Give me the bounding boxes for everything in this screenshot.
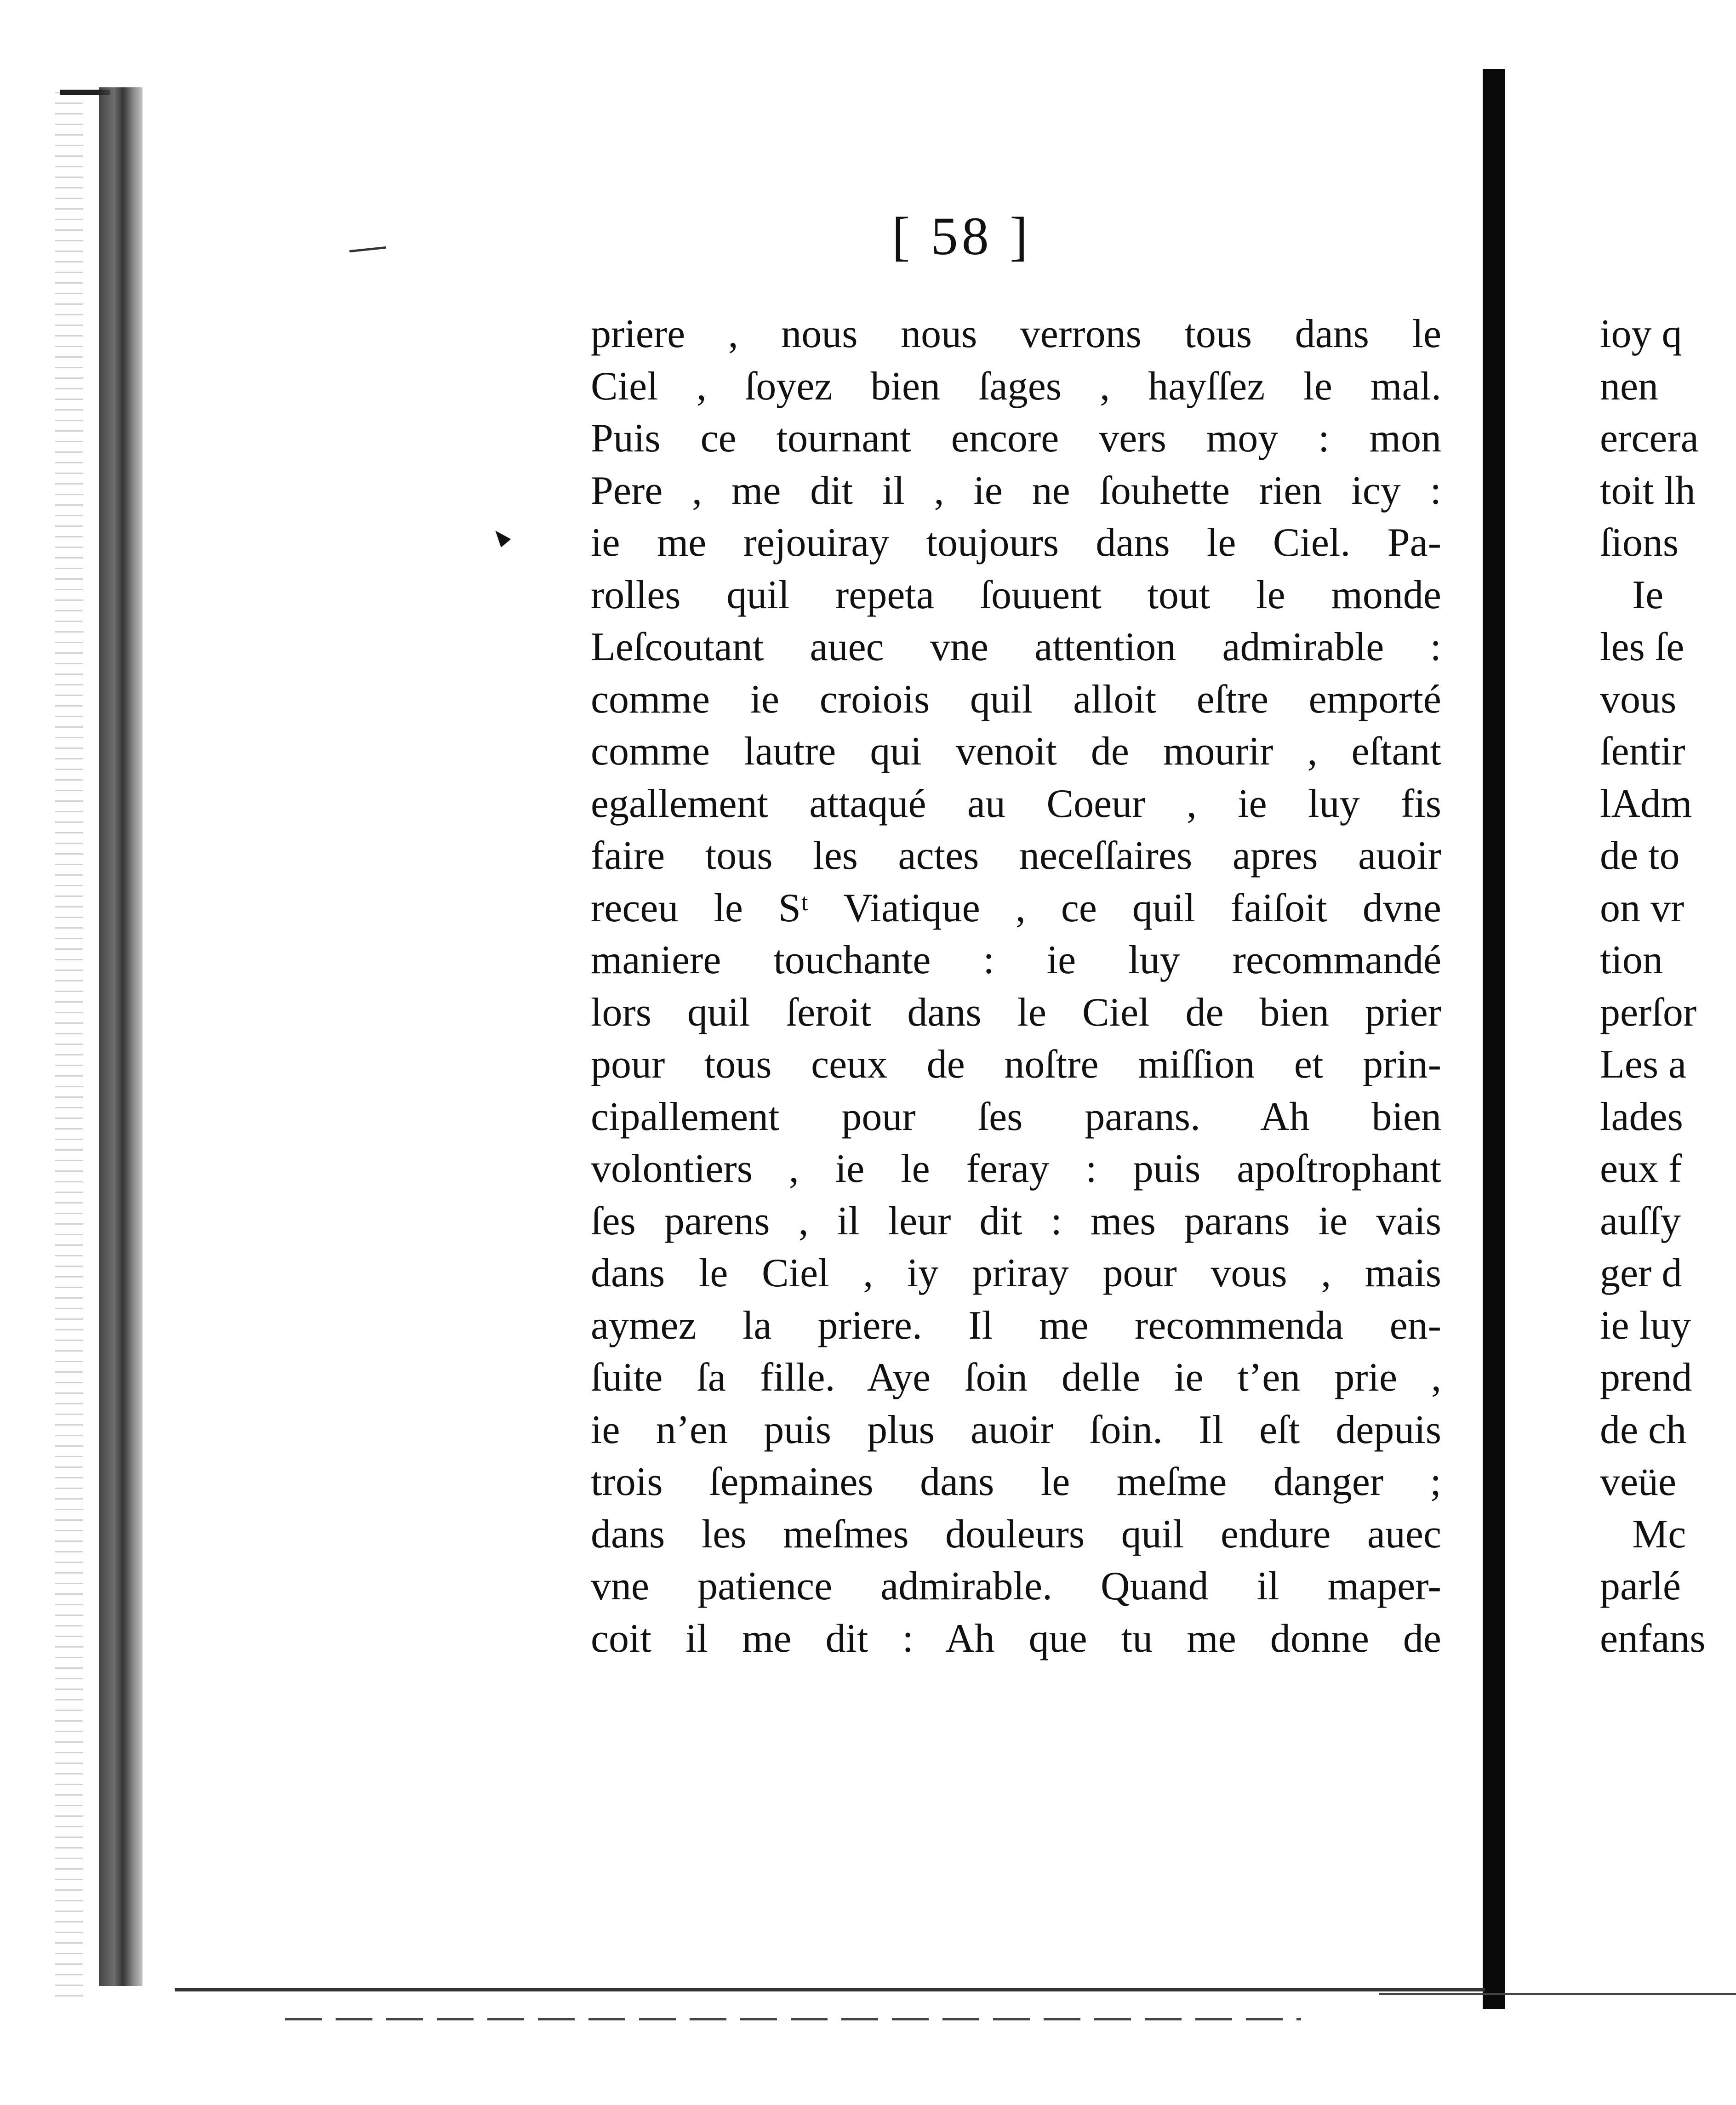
text-line: Pere , me dit il , ie ne ſouhette rien icy : [591, 468, 1441, 513]
facing-text-line: les ſe [1600, 625, 1685, 669]
facing-text-line: ſentir [1600, 729, 1685, 774]
facing-text-line: lAdm [1600, 781, 1692, 826]
text-line: lors quil ſeroit dans le Ciel de bien prier [591, 990, 1441, 1035]
scan-edge-noise [55, 92, 83, 2000]
text-line: dans le Ciel , iy priray pour vous , mais [591, 1251, 1441, 1295]
page-binding-shadow [99, 87, 143, 1986]
margin-pointer-mark [491, 526, 511, 548]
page-number: [ 58 ] [892, 206, 1032, 266]
text-line: egallement attaqué au Coeur , ie luy fis [591, 781, 1441, 826]
text-line: comme ie croiois quil alloit eſtre emporté [591, 677, 1441, 722]
facing-text-line: parlé [1600, 1564, 1681, 1609]
text-line: Puis ce tournant encore vers moy : mon [591, 416, 1441, 461]
facing-text-line: ercera [1600, 416, 1699, 461]
facing-text-line: vous [1600, 677, 1677, 722]
text-line: pour tous ceux de noſtre miſſion et prin- [591, 1042, 1441, 1087]
facing-text-line: Ie [1632, 572, 1664, 617]
facing-text-line: prend [1600, 1355, 1692, 1400]
text-line: coit il me dit : Ah que tu me donne de [591, 1616, 1441, 1661]
text-line: volontiers , ie le feray : puis apoſtrophant [591, 1147, 1441, 1191]
facing-text-line: de ch [1600, 1407, 1687, 1452]
facing-page-gutter [1483, 69, 1505, 2009]
text-line: trois ſepmaines dans le meſme danger ; [591, 1460, 1441, 1504]
facing-page-bottom-edge [1379, 1993, 1736, 1995]
facing-text-line: nen [1600, 364, 1659, 409]
text-line: receu le Sᵗ Viatique , ce quil faiſoit dvne [591, 885, 1441, 930]
facing-text-line: de to [1600, 833, 1680, 878]
bottom-scan-dashes [285, 2018, 1301, 2020]
facing-text-line: enfans [1600, 1616, 1706, 1661]
text-line: Leſcoutant auec vne attention admirable : [591, 625, 1441, 669]
text-line: ie n’en puis plus auoir ſoin. Il eſt depuis [591, 1407, 1441, 1452]
facing-text-line: ſions [1600, 520, 1679, 565]
text-line: priere , nous nous verrons tous dans le [591, 312, 1441, 356]
text-line: faire tous les actes neceſſaires apres auoir [591, 833, 1441, 878]
facing-text-line: auſſy [1600, 1198, 1681, 1244]
facing-text-line: perſor [1600, 990, 1697, 1035]
text-line: ſuite ſa fille. Aye ſoin delle ie t’en prie , [591, 1355, 1441, 1400]
facing-text-line: on vr [1600, 885, 1685, 930]
text-line: aymez la priere. Il me recommenda en- [591, 1303, 1441, 1348]
text-line: ſes parens , il leur dit : mes parans ie vais [591, 1198, 1441, 1244]
text-line: dans les meſmes douleurs quil endure auec [591, 1512, 1441, 1557]
text-line: maniere touchante : ie luy recommandé [591, 938, 1441, 982]
main-text-column [591, 308, 1441, 1665]
text-line: rolles quil repeta ſouuent tout le monde [591, 572, 1441, 617]
facing-text-line: tion [1600, 938, 1663, 982]
facing-text-line: toit lh [1600, 468, 1696, 513]
text-line: vne patience admirable. Quand il maper- [591, 1564, 1441, 1609]
text-line: comme lautre qui venoit de mourir , eſtant [591, 729, 1441, 774]
margin-dash-mark [349, 246, 386, 252]
bottom-page-edge [175, 1988, 1485, 1991]
text-line: ie me rejouiray toujours dans le Ciel. Pa- [591, 520, 1441, 565]
facing-text-line: Mc [1632, 1512, 1686, 1557]
facing-text-line: veüe [1600, 1460, 1677, 1504]
facing-text-line: ioy q [1600, 312, 1682, 356]
text-line: Ciel , ſoyez bien ſages , hayſſez le mal. [591, 364, 1441, 409]
facing-text-line: eux f [1600, 1147, 1682, 1191]
facing-text-line: lades [1600, 1094, 1683, 1139]
facing-page-text-fragment [1600, 308, 1736, 1665]
facing-text-line: ie luy [1600, 1303, 1691, 1348]
text-line: cipallement pour ſes parans. Ah bien [591, 1094, 1441, 1139]
facing-text-line: Les a [1600, 1042, 1687, 1087]
facing-text-line: ger d [1600, 1251, 1682, 1295]
